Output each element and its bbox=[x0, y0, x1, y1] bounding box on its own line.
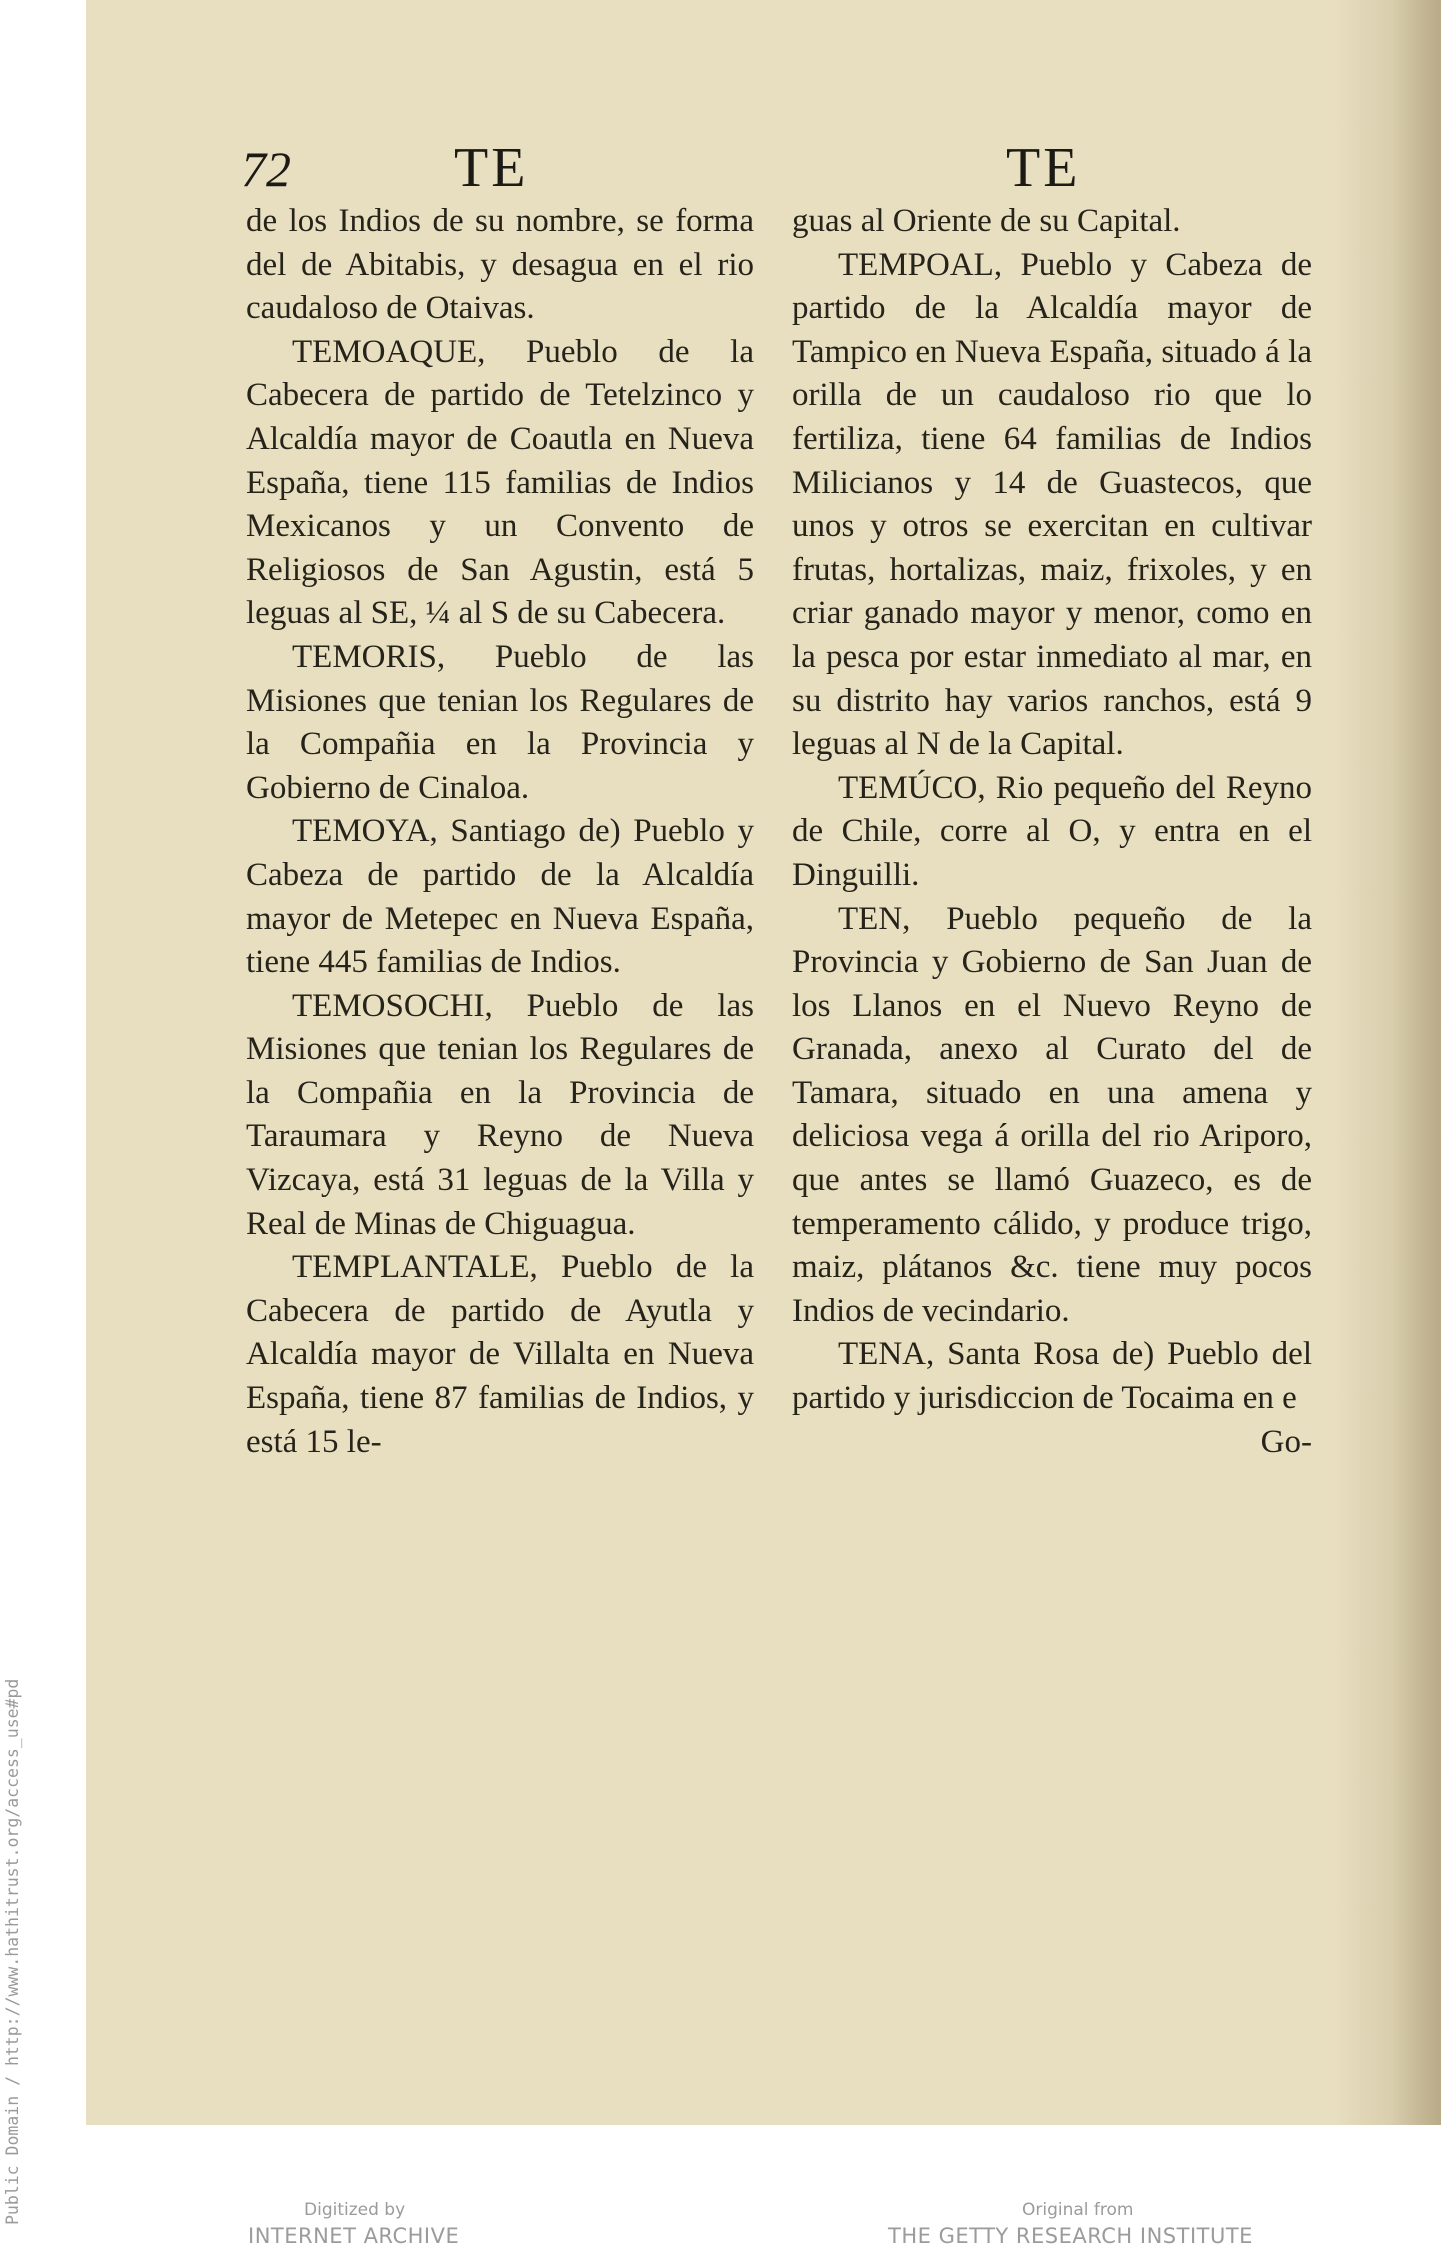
entry-paragraph: TEMORIS, Pueblo de las Misiones que tenian los Regulares de la Compañia en la Provincia y Gobierno de Cinaloa. bbox=[246, 638, 754, 806]
digitized-by-source: INTERNET ARCHIVE bbox=[248, 2224, 460, 2248]
entry-paragraph: TEMOAQUE, Pueblo de la Cabecera de partido de Tetelzinco y Alcaldía mayor de Coautla en Nueva España, tiene 115 familias de Indios Mexicanos y un Convento de Religiosos de San Agustin, está 5 leguas al SE, ¼ al S de su Cabecera. bbox=[246, 333, 754, 632]
page-number: 72 bbox=[241, 141, 291, 197]
entry-paragraph: guas al Oriente de su Capital. bbox=[792, 203, 1181, 239]
page-footer bbox=[0, 2200, 1441, 2255]
entry-paragraph: TENA, Santa Rosa de) Pueblo del partido y jurisdiccion de Tocaima en e bbox=[792, 1336, 1312, 1417]
page-edge-shadow bbox=[1391, 0, 1441, 2125]
entry-paragraph: TEMÚCO, Rio pequeño del Reyno de Chile, corre al O, y entra en el Dinguilli. bbox=[792, 769, 1312, 893]
entry-paragraph: TEMPOAL, Pueblo y Cabeza de partido de la Alcaldía mayor de Tampico en Nueva España, situado á la orilla de un caudaloso rio que lo fertiliza, tiene 64 familias de Indios Milicianos y 14 de Guastecos, que unos y otros se exercitan en cultivar frutas, hortalizas, maiz, frixoles, y en criar ganado mayor y menor, como en la pesca por estar inmediato al mar, en su distrito hay varios ranchos, está 9 leguas al N de la Capital. bbox=[792, 246, 1312, 763]
original-from-label: Original from bbox=[1022, 2200, 1134, 2220]
page-header bbox=[86, 130, 1441, 200]
entry-paragraph: de los Indios de su nombre, se forma del de Abitabis, y desagua en el rio caudaloso de Otaivas. bbox=[246, 203, 754, 327]
book-page bbox=[86, 0, 1441, 2125]
running-head-left: TE bbox=[454, 137, 529, 199]
original-from-source: THE GETTY RESEARCH INSTITUTE bbox=[888, 2224, 1253, 2248]
left-column bbox=[246, 200, 754, 1464]
stamp-text bbox=[0, 1075, 24, 2225]
generation-stamp bbox=[0, 0, 86, 2255]
entry-paragraph: TEMPLANTALE, Pueblo de la Cabecera de partido de Ayutla y Alcaldía mayor de Villalta en Nueva España, tiene 87 familias de Indios, y está 15 le- bbox=[246, 1249, 754, 1460]
stamp-line-rights: Public Domain / http://www.hathitrust.org/access_use#pd bbox=[3, 1678, 22, 2225]
digitized-by-label: Digitized by bbox=[304, 2200, 406, 2220]
entry-paragraph: TEMOSOCHI, Pueblo de las Misiones que tenian los Regulares de la Compañia en la Provincia de Taraumara y Reyno de Nueva Vizcaya, está 31 leguas de la Villa y Real de Minas de Chiguagua. bbox=[246, 987, 754, 1242]
entry-paragraph: TEMOYA, Santiago de) Pueblo y Cabeza de partido de la Alcaldía mayor de Metepec en Nueva España, tiene 445 familias de Indios. bbox=[246, 813, 754, 981]
entry-paragraph: TEN, Pueblo pequeño de la Provincia y Gobierno de San Juan de los Llanos en el Nuevo Reyno de Granada, anexo al Curato del de Tamara, situado en una amena y deliciosa vega á orilla del rio Ariporo, que antes se llamó Guazeco, es de temperamento cálido, y produce trigo, maiz, plátanos &c. tiene muy pocos Indios de vecindario. bbox=[792, 900, 1312, 1329]
catchword: Go- bbox=[1260, 1423, 1312, 1460]
running-head-right: TE bbox=[1006, 137, 1081, 199]
right-column bbox=[792, 200, 1312, 1464]
